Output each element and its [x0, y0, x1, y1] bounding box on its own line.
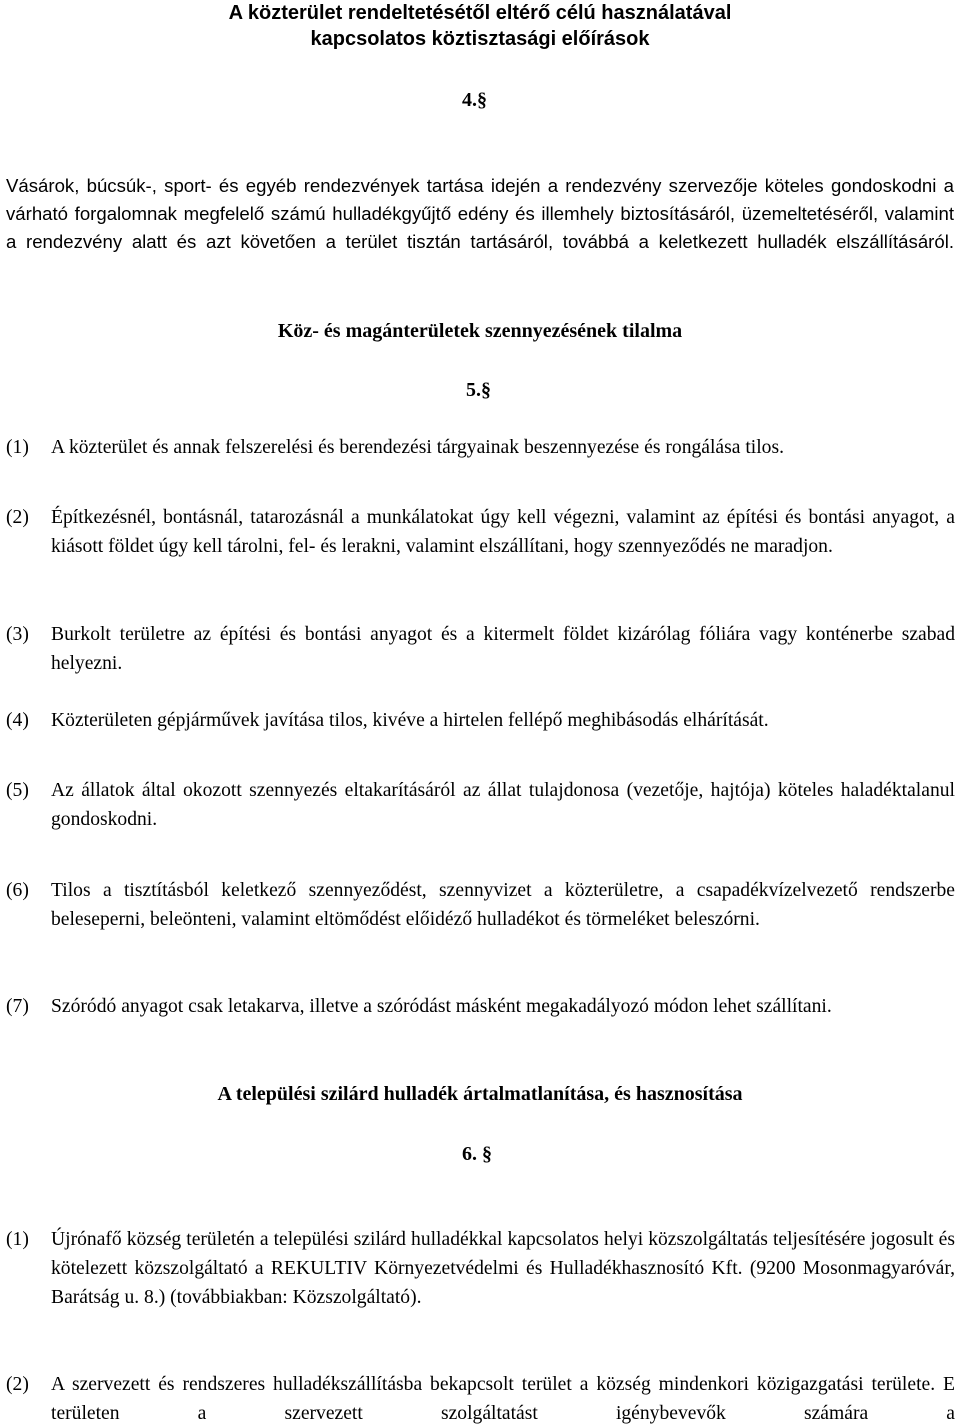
paragraph-number: (6)	[6, 880, 29, 901]
paragraph-5-2	[6, 503, 955, 561]
section-4-text: Vásárok, búcsúk-, sport- és egyéb rendezvények tartása idején a rendezvény szervezője köteles gondoskodni a várható forgalomnak megfelelő számú hulladékgyűjtő edény és illemhely biztosításáról, üzemeltetéséről, valamint a rendezvény alatt és azt követően a terület tisztán tartásáról, továbbá a keletkezett hulladék elszállításáról.	[6, 175, 954, 252]
paragraph-number: (4)	[6, 710, 29, 731]
paragraph-number: (2)	[6, 1374, 29, 1395]
section-6-label: 6.	[462, 1143, 477, 1165]
paragraph-number: (2)	[6, 507, 29, 528]
section-sign: §	[477, 89, 487, 111]
paragraph-number: (3)	[6, 624, 29, 645]
paragraph-number: (7)	[6, 996, 29, 1017]
paragraph-text: A közterület és annak felszerelési és berendezési tárgyainak beszennyezése és rongálása tilos.	[51, 437, 784, 458]
section-sign: §	[482, 1143, 492, 1165]
section-5-label: 5.	[466, 379, 481, 401]
title-line-1: A közterület rendeltetésétől eltérő célú használatával	[228, 2, 732, 24]
paragraph-number: (1)	[6, 1229, 29, 1250]
section-4-label: 4.	[462, 89, 477, 111]
paragraph-text: Újrónafő község területén a települési szilárd hulladékkal kapcsolatos helyi közszolgáltatás teljesítésére jogosult és kötelezett közszolgáltató a REKULTIV Környezetvédelmi és Hulladékhasznosító Kft. (9200 Mosonmagyaróvár, Barátság u. 8.) (továbbiakban: Közszolgáltató).	[51, 1229, 955, 1308]
paragraph-text: Az állatok által okozott szennyezés eltakarításáról az állat tulajdonosa (vezetője, hajtója) köteles haladéktalanul gondoskodni.	[51, 780, 955, 830]
section-6-number	[462, 1141, 492, 1167]
section-5-number	[466, 377, 491, 403]
paragraph-5-7	[6, 992, 955, 1021]
paragraph-5-1	[6, 433, 955, 462]
paragraph-5-6	[6, 876, 955, 934]
paragraph-text: Építkezésnél, bontásnál, tatarozásnál a munkálatokat úgy kell végezni, valamint az építési és bontási anyagot, a kiásott földet úgy kell tárolni, fel- és lerakni, valamint elszállítani, hogy szennyeződés ne maradjon.	[51, 507, 955, 557]
paragraph-text: Közterületen gépjárművek javítása tilos, kivéve a hirtelen fellépő meghibásodás elhárítását.	[51, 710, 769, 731]
paragraph-text: Szóródó anyagot csak letakarva, illetve a szóródást másként megakadályozó módon lehet szállítani.	[51, 996, 832, 1017]
paragraph-5-3	[6, 620, 955, 678]
section-4-number	[462, 87, 487, 113]
paragraph-text: Tilos a tisztításból keletkező szennyeződést, szennyvizet a közterületre, a csapadékvízelvezető rendszerbe beleseperni, beleönteni, valamint eltömődést előidéző hulladékot és törmeléket beleszórni.	[51, 880, 955, 930]
paragraph-number: (1)	[6, 437, 29, 458]
paragraph-6-2	[6, 1370, 955, 1428]
document-title	[0, 0, 960, 52]
paragraph-number: (5)	[6, 780, 29, 801]
heading-municipal-waste: A települési szilárd hulladék ártalmatlanítása, és hasznosítása	[217, 1083, 743, 1105]
section-sign: §	[481, 379, 491, 401]
title-line-2: kapcsolatos köztisztasági előírások	[310, 28, 650, 50]
paragraph-text: A szervezett és rendszeres hulladékszállításba bekapcsolt terület a község mindenkori közigazgatási területe. E területen a szervezett szolgáltatást igénybevevők számára a	[51, 1374, 955, 1424]
paragraph-5-4	[6, 706, 955, 735]
paragraph-6-1	[6, 1225, 955, 1312]
paragraph-text: Burkolt területre az építési és bontási anyagot és a kitermelt földet kizárólag fóliára vagy konténerbe szabad helyezni.	[51, 624, 955, 674]
heading-pollution-ban: Köz- és magánterületek szennyezésének tilalma	[277, 320, 683, 342]
paragraph-5-5	[6, 776, 955, 834]
